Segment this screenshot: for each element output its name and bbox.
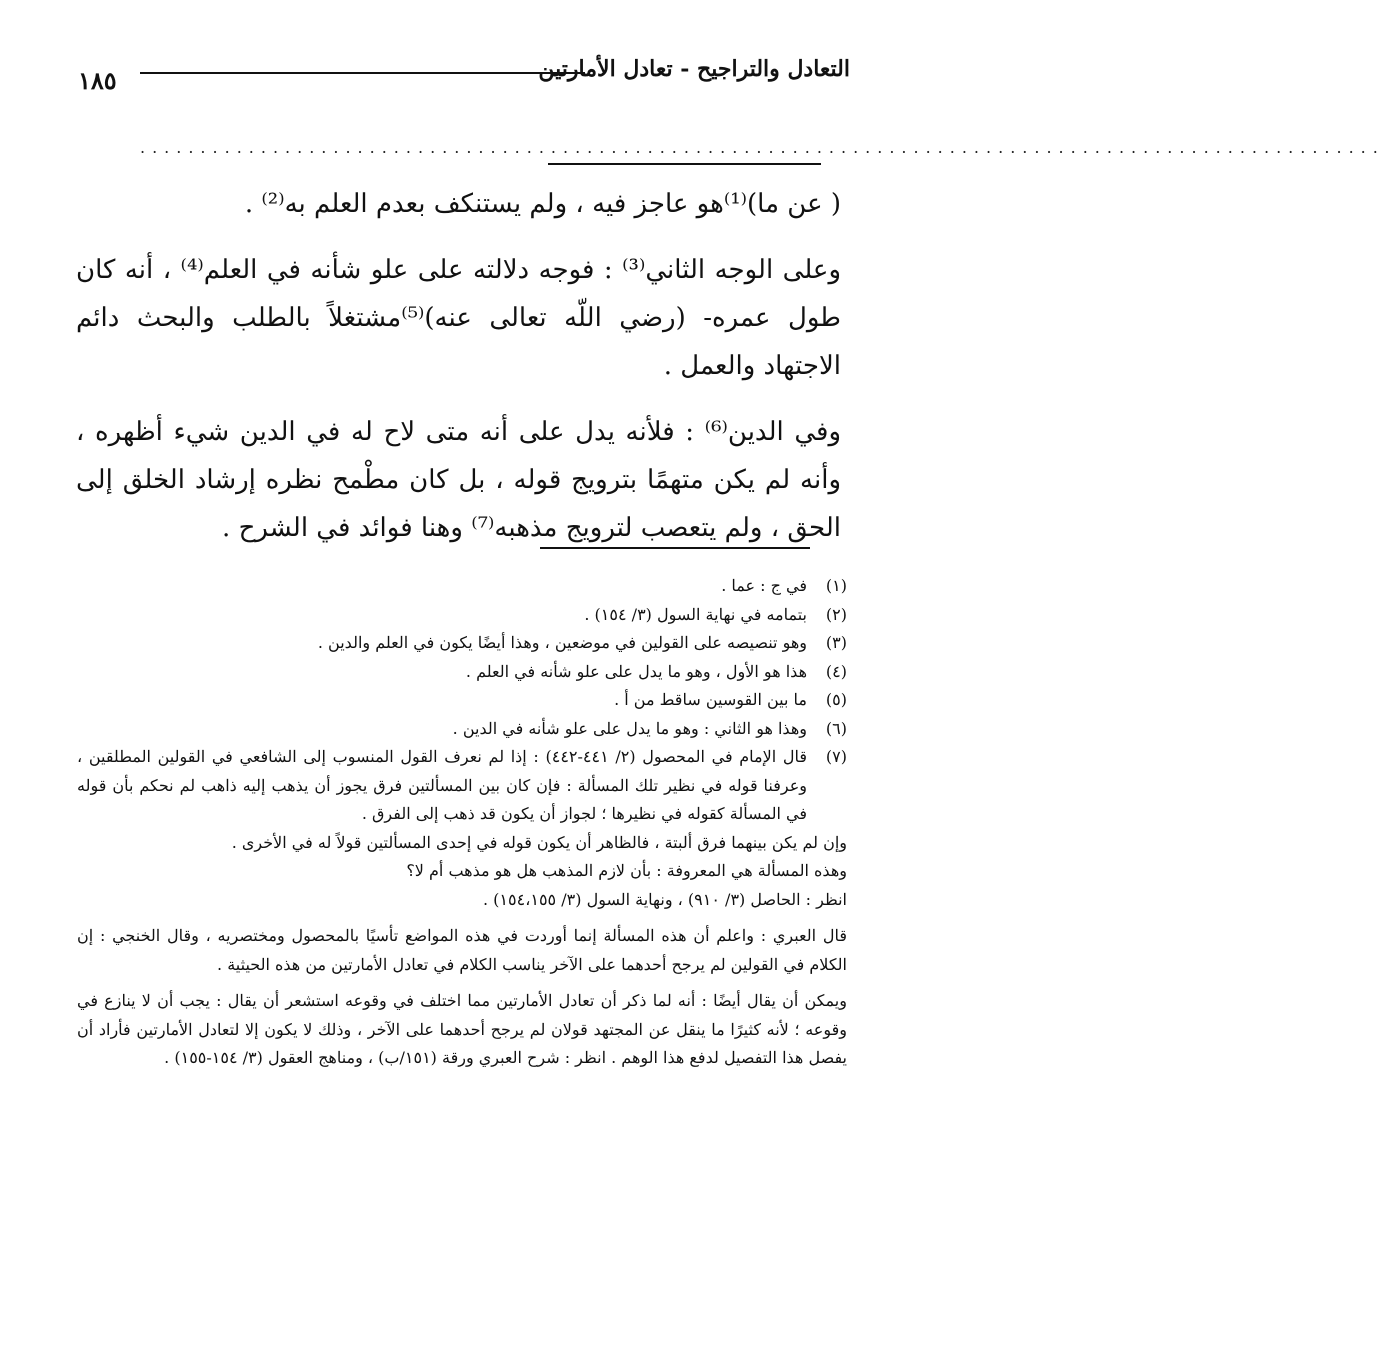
footnote-number: (١) [825, 576, 847, 595]
footnote-text: في ج : عما . [721, 576, 807, 595]
footnote-number: (٦) [825, 718, 847, 738]
paragraph: وفي الدين⁽⁶⁾ : فلأنه يدل على أنه متى لاح له في الدين شيء أظهره ، وأنه لم يكن متهمًا بترويج قوله ، بل كان مطْمح نظره إرشاد الخلق إلى الحق ، ولم يتعصب لترويج مذهبه⁽⁷⁾ وهنا فوائد في الشرح . [76, 417, 841, 543]
main-text [76, 180, 841, 570]
footnote-separator [540, 547, 810, 549]
page-number: ١٨٥ [78, 66, 117, 95]
footnote-text: قال الإمام في المحصول (٢/ ٤٤١-٤٤٢) : إذا لم نعرف القول المنسوب إلى الشافعي في القولين المطلقين ، وعرفنا قوله في نظير تلك المسألة : فإن كان بين المسألتين فرق يجوز أن يذهب إليه ذاهب لم نحكم بأن قوله في المسألة كقوله في نظيرها ؛ لجواز أن يكون قد ذهب إلى الفرق . [77, 747, 807, 823]
footnote-continuation: وهذه المسألة هي المعروفة : بأن لازم المذهب هل هو مذهب أم لا؟ [406, 861, 847, 880]
dotted-divider: ....................................................................................................... [140, 138, 1385, 157]
footnotes [77, 572, 847, 1073]
paragraph: وعلى الوجه الثاني⁽³⁾ : فوجه دلالته على علو شأنه في العلم⁽⁴⁾ ، أنه كان طول عمره- (رضي اللّه تعالى عنه)⁽⁵⁾مشتغلاً بالطلب والبحث دائم الاجتهاد والعمل . [76, 255, 841, 381]
footnote [77, 572, 847, 601]
footnote [77, 715, 847, 744]
footnote [77, 686, 847, 715]
footnote-text: بتمامه في نهاية السول (٣/ ١٥٤) . [584, 604, 807, 624]
paragraph: ( عن ما)⁽¹⁾هو عاجز فيه ، ولم يستنكف بعدم العلم به⁽²⁾ . [244, 189, 841, 219]
footnote [77, 629, 847, 658]
footnote-continuation: وإن لم يكن بينهما فرق ألبتة ، فالظاهر أن يكون قوله في إحدى المسألتين قولاً له في الأخرى . [231, 832, 847, 852]
footnote-number: (٢) [825, 604, 847, 624]
footnote-continuation: قال العبري : واعلم أن هذه المسألة إنما أوردت في هذه المواضع تأسيًا بالمحصول ومختصريه ، وقال الخنجي : إن الكلام في القولين لم يرجح أحدهما على الآخر يناسب الكلام في تعادل الأمارتين من هذه الحيثية . [77, 926, 847, 974]
footnote-number: (٥) [825, 690, 847, 709]
footnote [77, 601, 847, 630]
page-header [70, 52, 850, 102]
footnote-number: (٣) [825, 633, 847, 652]
footnote-number: (٧) [825, 747, 847, 766]
footnote-number: (٤) [825, 661, 847, 681]
footnote-text: وهذا هو الثاني : وهو ما يدل على علو شأنه في الدين . [452, 718, 807, 738]
footnote-continuation: ويمكن أن يقال أيضًا : أنه لما ذكر أن تعادل الأمارتين مما اختلف في وقوعه استشعر أن يقال : يجب أن لا ينازع في وقوعه ؛ لأنه كثيرًا ما ينقل عن المجتهد قولان لم يرجح أحدهما على الآخر ، وذلك لا يكون إلا لتعادل الأمارتين فأراد أن يفصل هذا التفصيل لدفع هذا الوهم . انظر : شرح العبري ورقة (١٥١/ب) ، ومناهج العقول (٣/ ١٥٤-١٥٥) . [77, 991, 847, 1067]
footnote-text: ما بين القوسين ساقط من أ . [614, 690, 807, 709]
divider-rule [548, 163, 821, 165]
running-title: التعادل والتراجيح - تعادل الأمارتين [538, 56, 850, 82]
footnote [77, 658, 847, 687]
footnote-continuation: انظر : الحاصل (٣/ ٩١٠) ، ونهاية السول (٣/ ١٥٤،١٥٥) . [483, 889, 847, 909]
header-rule [140, 72, 585, 74]
footnote [77, 743, 847, 829]
footnote-text: وهو تنصيصه على القولين في موضعين ، وهذا أيضًا يكون في العلم والدين . [317, 633, 807, 652]
footnote-text: هذا هو الأول ، وهو ما يدل على علو شأنه في العلم . [465, 661, 807, 681]
